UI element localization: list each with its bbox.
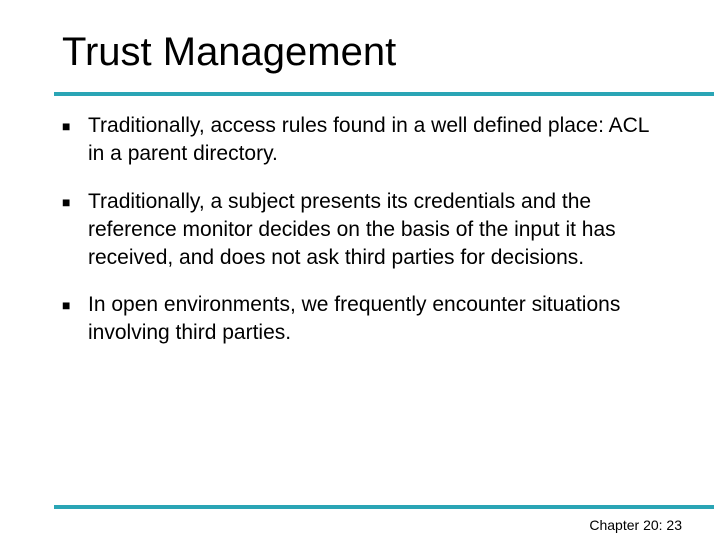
bullet-text: Traditionally, a subject presents its credentials and the reference monitor decides on the basis of the input it has received, and does not ask third parties for decisions. bbox=[88, 190, 616, 269]
slide-title: Trust Management bbox=[62, 30, 397, 74]
footer-divider bbox=[54, 505, 714, 509]
bullet-item bbox=[62, 112, 662, 168]
bullet-text: Traditionally, access rules found in a well defined place: ACL in a parent directory. bbox=[88, 114, 649, 165]
bullet-text: In open environments, we frequently encounter situations involving third parties. bbox=[88, 293, 621, 344]
square-bullet-icon: ■ bbox=[62, 297, 71, 313]
bullet-list bbox=[62, 110, 662, 347]
bullet-item bbox=[62, 188, 662, 272]
square-bullet-icon: ■ bbox=[62, 118, 71, 134]
slide-footer: Chapter 20: 23 bbox=[589, 517, 682, 533]
square-bullet-icon: ■ bbox=[62, 194, 71, 210]
bullet-item bbox=[62, 291, 662, 347]
title-divider bbox=[54, 92, 714, 96]
